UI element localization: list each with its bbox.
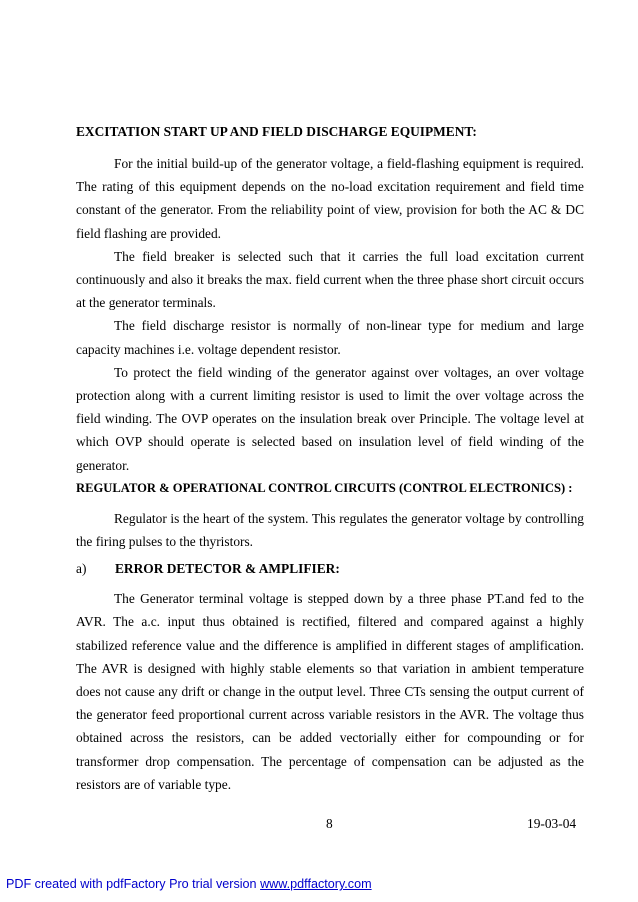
paragraph-regulator: Regulator is the heart of the system. This regulates the generator voltage by controlling the firing pulses to the thyristors. (76, 510, 584, 550)
paragraph-error-detector: The Generator terminal voltage is stepped down by a three phase PT.and fed to the AVR. The a.c. input thus obtained is rectified, filtered and compared against a highly stabilized reference value and the difference is amplified in different stages of amplification. The AVR is designed with highly stable elements so that variation in ambient temperature does not cause any drift or change in the output level. Three CTs sensing the output current of the generator feed proportional current across variable resistors in the AVR. The voltage thus obtained across the resistors, can be added vectorially either for compounding or for transformer drop compensation. The percentage of compensation can be adjusted as the resistors are of variable type. (76, 591, 584, 792)
page-content (76, 122, 584, 796)
page-date: 19-03-04 (527, 816, 577, 831)
paragraph-over-voltage-protection: To protect the field winding of the generator against over voltages, an over voltage protection along with a current limiting resistor is used to limit the over voltage across the field winding. The OVP operates on the insulation break over Principle. The voltage level at which OVP should operate is selected based on insulation level of field winding of the generator. (76, 364, 584, 473)
section-heading-regulator: REGULATOR & OPERATIONAL CONTROL CIRCUITS (CONTROL ELECTRONICS) : (76, 480, 573, 495)
section-heading-excitation: EXCITATION START UP AND FIELD DISCHARGE EQUIPMENT: (76, 124, 477, 139)
subsection-heading-error-detector (76, 559, 584, 579)
pdf-note-text: PDF created with pdfFactory Pro trial version (6, 877, 261, 891)
paragraph-discharge-resistor: The field discharge resistor is normally of non-linear type for medium and large capacity machines i.e. voltage dependent resistor. (76, 318, 584, 357)
subsection-title: ERROR DETECTOR & AMPLIFIER: (115, 561, 340, 577)
page-number: 8 (326, 816, 333, 831)
paragraph-field-flashing: For the initial build-up of the generator voltage, a field-flashing equipment is required. The rating of this equipment depends on the no-load excitation requirement and field time constant of the generator. From the reliability point of view, provision for both the AC & DC field flashing are provided. (76, 156, 584, 241)
paragraph-field-breaker: The field breaker is selected such that it carries the full load excitation current continuously and also it breaks the max. field current when the three phase short circuit occurs at the generator terminals. (76, 248, 584, 311)
pdf-watermark-note (6, 876, 372, 892)
subsection-letter: a) (76, 561, 87, 577)
pdffactory-link[interactable]: www.pdffactory.com (260, 877, 372, 891)
